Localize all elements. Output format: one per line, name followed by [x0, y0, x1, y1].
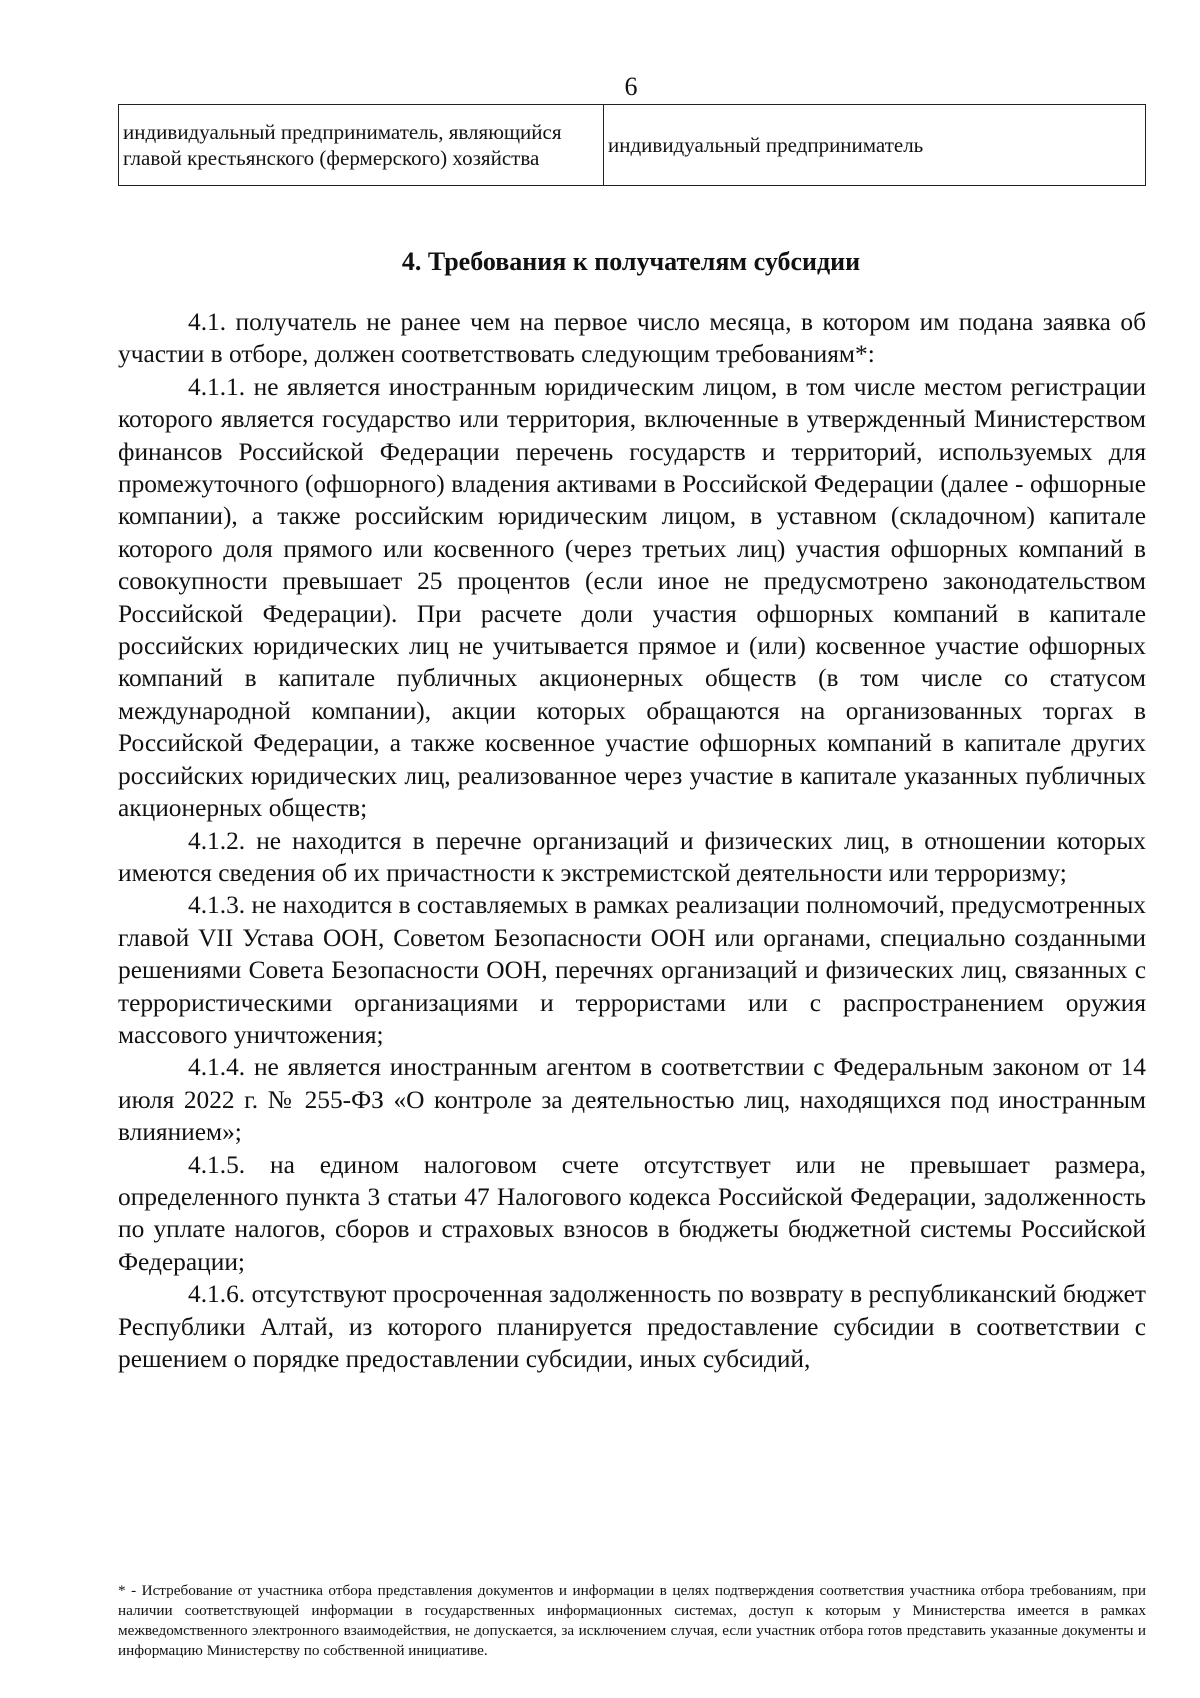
body-text: [118, 306, 1146, 1375]
footnote: * - Истребование от участника отбора представления документов и информации в целях подтверждения соответствия участника отбора требованиям, при наличии соответствующей информации в государственных информационных системах, доступ к которым у Министерства имеется в рамках межведомственного электронного взаимодействия, не допускается, за исключением случая, если участник отбора готов представить указанные документы и информацию Министерству по собственной инициативе.: [118, 1582, 1146, 1659]
paragraph-4-1-4: 4.1.4. не является иностранным агентом в соответствии с Федеральным законом от 14 июля 2022 г. № 255-ФЗ «О контроле за деятельностью лиц, находящихся под иностранным влиянием»;: [118, 1053, 1146, 1147]
paragraph-4-1-5: 4.1.5. на едином налоговом счете отсутствует или не превышает размера, определенного пункта 3 статьи 47 Налогового кодекса Российской Федерации, задолженность по уплате налогов, сборов и страховых взносов в бюджеты бюджетной системы Российской Федерации;: [118, 1150, 1146, 1276]
paragraph-4-1-3: 4.1.3. не находится в составляемых в рамках реализации полномочий, предусмотренных главой VII Устава ООН, Советом Безопасности ООН или органами, специально созданными решениями Совета Безопасности ООН, перечнях организаций и физических лиц, связанных с террористическими организациями и террористами или с распространением оружия массового уничтожения;: [118, 891, 1146, 1049]
paragraph-4-1-2: 4.1.2. не находится в перечне организаций и физических лиц, в отношении которых имеются сведения об их причастности к экстремистской деятельности или терроризму;: [118, 826, 1146, 887]
table-cell-left: индивидуальный предприниматель, являющийся главой крестьянского (фермерского) хозяйства: [119, 105, 604, 186]
paragraph-4-1: 4.1. получатель не ранее чем на первое число месяца, в котором им подана заявка об участии в отборе, должен соответствовать следующим требованиям*:: [118, 308, 1146, 369]
entity-type-table: [118, 104, 1146, 186]
paragraph-4-1-6: 4.1.6. отсутствуют просроченная задолженность по возврату в республиканский бюджет Республики Алтай, из которого планируется предоставление субсидии в соответствии с решением о порядке предоставлении субсидии, иных субсидий,: [118, 1280, 1146, 1373]
paragraph-4-1-1: 4.1.1. не является иностранным юридическим лицом, в том числе местом регистрации которого является государство или территория, включенные в утвержденный Министерством финансов Российской Федерации перечень государств и территорий, используемых для промежуточного (офшорного) владения активами в Российской Федерации (далее - офшорные компании), а также российским юридическим лицом, в уставном (складочном) капитале которого доля прямого или косвенного (через третьих лиц) участия офшорных компаний в совокупности превышает 25 процентов (если иное не предусмотрено законодательством Российской Федерации). При расчете доли участия офшорных компаний в капитале российских юридических лиц не учитывается прямое и (или) косвенное участие офшорных компаний в капитале публичных акционерных обществ (в том числе со статусом международной компании), акции которых обращаются на организованных торгах в Российской Федерации, а также косвенное участие офшорных компаний в капитале других российских юридических лиц, реализованное через участие в капитале указанных публичных акционерных обществ;: [118, 372, 1146, 823]
page-number: 6: [624, 72, 638, 101]
section-title: 4. Требования к получателям субсидии: [401, 247, 861, 276]
table-row: [119, 105, 1146, 186]
table-cell-right: индивидуальный предприниматель: [604, 105, 1146, 186]
